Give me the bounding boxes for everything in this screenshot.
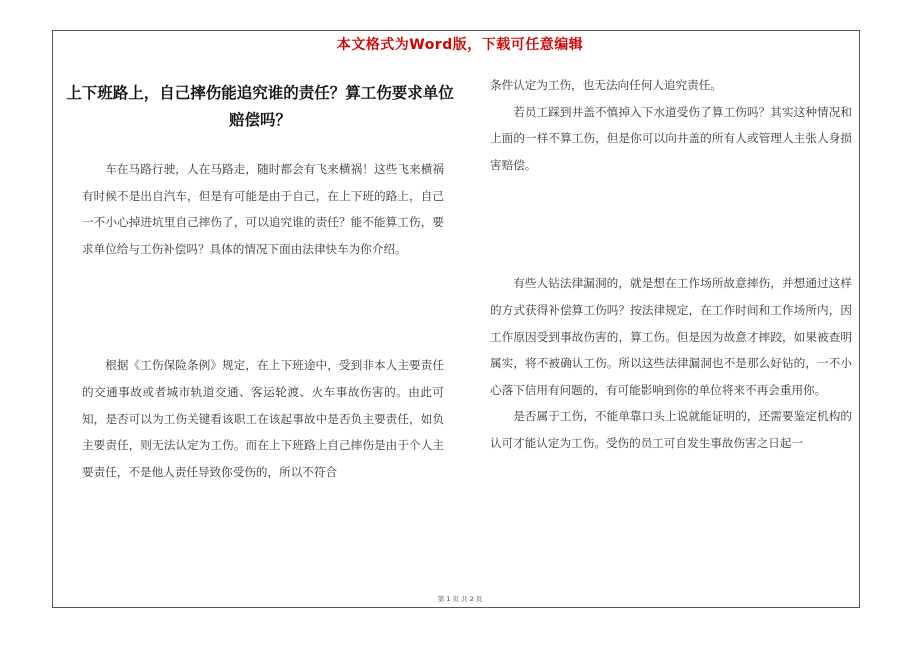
paragraph: 有些人钻法律漏洞的，就是想在工作场所故意摔伤，并想通过这样的方式获得补偿算工伤吗？按法律规定，在工作时间和工作场所内，因工作原因受到事故伤害的，算工伤。但是因为故意才摔跤，如果被查明属实，将不被确认工伤。所以这些法律漏洞也不是那么好钻的，一不小心落下信用有问题的，有可能影响到你的单位将来不再会重用你。 <box>490 276 852 397</box>
paragraph: 车在马路行驶，人在马路走，随时都会有飞来横祸！这些飞来横祸有时候不是出自汽车，但是有可能是由于自己，在上下班的路上，自己一不小心掉进坑里自己摔伤了，可以追究谁的责任？能不能算工伤，要求单位给与工伤补偿吗？具体的情况下面由法律快车为你介绍。 <box>82 162 444 256</box>
page-number: 第 1 页 共 2 页 <box>437 595 483 603</box>
word-format-banner: 本文格式为Word版，下载可任意编辑 <box>336 37 584 53</box>
paragraph: 若员工踩到井盖不慎掉入下水道受伤了算工伤吗？其实这种情况和上面的一样不算工伤，但是你可以向井盖的所有人或管理人主张人身损害赔偿。 <box>490 104 852 172</box>
paragraph-continuation: 条件认定为工伤，也无法向任何人追究责任。 <box>490 78 722 92</box>
paragraph: 根据《工伤保险条例》规定，在上下班途中，受到非本人主要责任的交通事故或者城市轨道交通、客运轮渡、火车事故伤害的。由此可知，是否可以为工伤关键看该职工在该起事故中是否负主要责任，如负主要责任，则无法认定为工伤。而在上下班路上自己摔伤是由于个人主要责任，不是他人责任导致你受伤的，所以不符合 <box>82 358 444 479</box>
document-title: 上下班路上，自己摔伤能追究谁的责任？算工伤要求单位赔偿吗？ <box>66 84 454 129</box>
right-column <box>490 72 852 457</box>
paragraph: 是否属于工伤，不能单靠口头上说就能证明的，还需要鉴定机构的认可才能认定为工伤。受伤的员工可自发生事故伤害之日起一 <box>490 409 852 450</box>
left-column <box>82 156 444 485</box>
